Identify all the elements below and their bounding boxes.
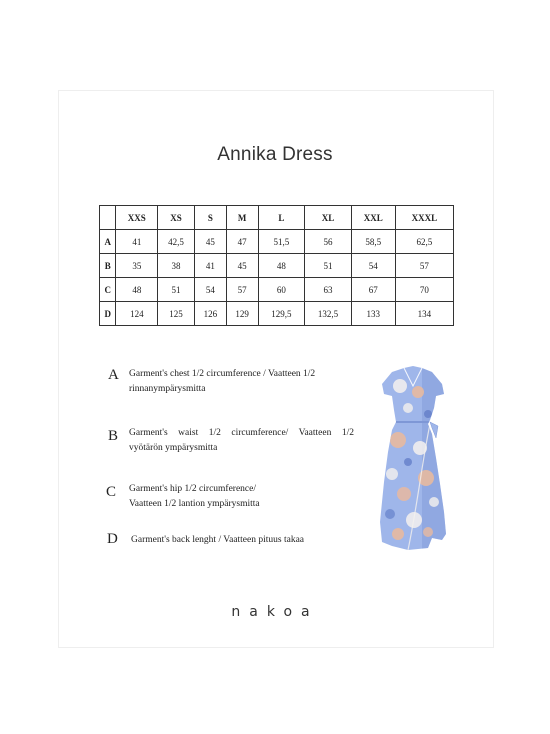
table-cell: 56 <box>305 230 352 254</box>
size-header: L <box>258 206 305 230</box>
table-cell: 129 <box>226 302 258 326</box>
legend-text-a <box>129 367 354 397</box>
legend-line: vyötärön ympärysmitta <box>129 443 218 453</box>
table-cell: 134 <box>395 302 453 326</box>
table-cell: 57 <box>226 278 258 302</box>
corner-cell <box>100 206 116 230</box>
table-cell: 58,5 <box>351 230 395 254</box>
table-cell: 133 <box>351 302 395 326</box>
table-cell: 51,5 <box>258 230 305 254</box>
size-header: XL <box>305 206 352 230</box>
size-table <box>99 205 454 326</box>
size-header: M <box>226 206 258 230</box>
size-header: S <box>194 206 226 230</box>
table-cell: 41 <box>194 254 226 278</box>
table-cell: 57 <box>395 254 453 278</box>
legend-line: Vaatteen 1/2 lantion ympärysmitta <box>129 499 260 509</box>
page-title: Annika Dress <box>217 144 333 165</box>
table-cell: 42,5 <box>158 230 195 254</box>
table-cell: 48 <box>116 278 158 302</box>
legend-text-b <box>129 426 354 456</box>
legend-letter-d: D <box>107 531 118 547</box>
row-label: C <box>100 278 116 302</box>
table-cell: 132,5 <box>305 302 352 326</box>
legend-text-d <box>131 533 371 548</box>
table-cell: 51 <box>158 278 195 302</box>
size-header: XXL <box>351 206 395 230</box>
size-header-row <box>100 206 454 230</box>
table-cell: 60 <box>258 278 305 302</box>
legend-line: rinnanympärysmitta <box>129 384 206 394</box>
row-label: A <box>100 230 116 254</box>
table-cell: 41 <box>116 230 158 254</box>
table-cell: 54 <box>351 254 395 278</box>
row-label: B <box>100 254 116 278</box>
table-cell: 124 <box>116 302 158 326</box>
legend-line: Garment's waist 1/2 circumference/ Vaatteen 1/2 <box>129 428 354 438</box>
table-cell: 35 <box>116 254 158 278</box>
table-cell: 45 <box>194 230 226 254</box>
table-cell: 62,5 <box>395 230 453 254</box>
table-row <box>100 278 454 302</box>
table-row <box>100 230 454 254</box>
legend-line: Garment's hip 1/2 circumference/ <box>129 484 257 494</box>
legend-line: Garment's chest 1/2 circumference / Vaatteen 1/2 <box>129 369 316 379</box>
table-row <box>100 302 454 326</box>
table-cell: 67 <box>351 278 395 302</box>
table-cell: 125 <box>158 302 195 326</box>
table-cell: 54 <box>194 278 226 302</box>
legend-text-c <box>129 482 354 512</box>
legend-letter-b: B <box>108 428 119 444</box>
legend-line: Garment's back lenght / Vaatteen pituus takaa <box>131 535 305 545</box>
size-header: XS <box>158 206 195 230</box>
table-cell: 45 <box>226 254 258 278</box>
table-cell: 38 <box>158 254 195 278</box>
brand-logo: nakoa <box>231 604 319 620</box>
size-header: XXS <box>116 206 158 230</box>
table-cell: 51 <box>305 254 352 278</box>
row-label: D <box>100 302 116 326</box>
table-cell: 48 <box>258 254 305 278</box>
table-cell: 126 <box>194 302 226 326</box>
size-header: XXXL <box>395 206 453 230</box>
table-cell: 70 <box>395 278 453 302</box>
dress-image <box>378 362 448 552</box>
table-cell: 47 <box>226 230 258 254</box>
table-cell: 129,5 <box>258 302 305 326</box>
table-cell: 63 <box>305 278 352 302</box>
legend-letter-c: C <box>106 484 117 500</box>
table-row <box>100 254 454 278</box>
legend-letter-a: A <box>108 367 119 383</box>
